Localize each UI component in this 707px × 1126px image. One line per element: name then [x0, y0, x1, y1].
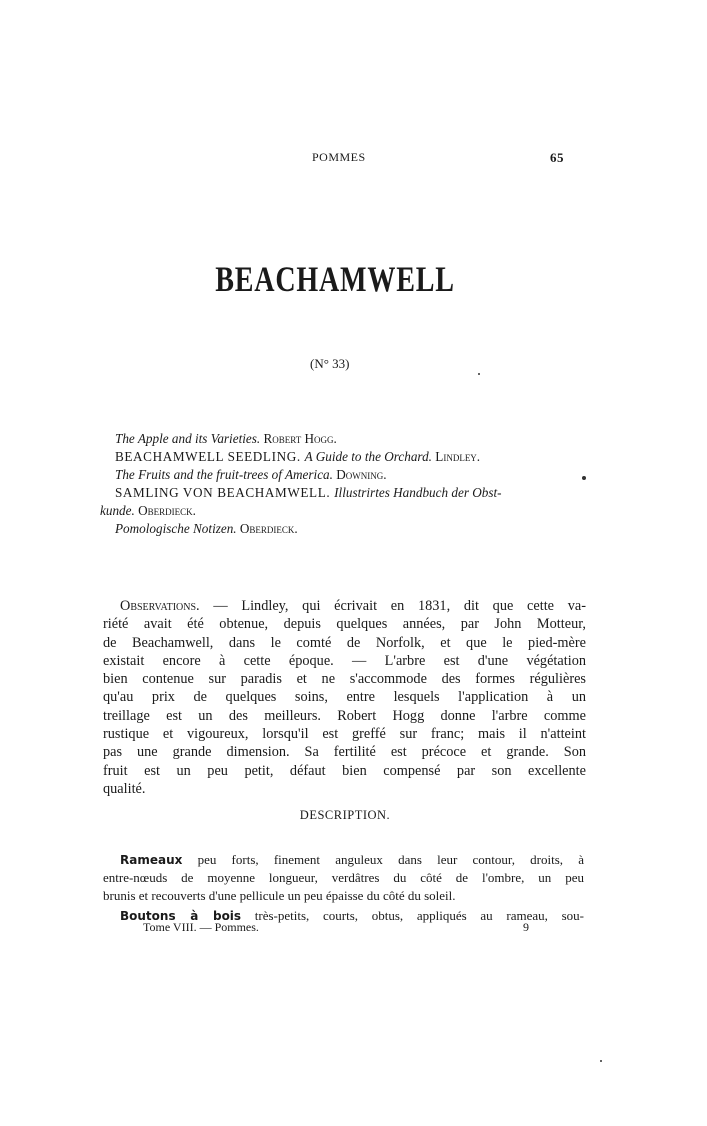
rameaux-line-0: Rameaux peu forts, finement anguleux dans leur contour, droits, à	[120, 852, 584, 867]
reference-line	[100, 520, 590, 538]
reference-part: Pomologische Notizen.	[115, 521, 237, 536]
reference-part: Robert Hogg.	[260, 431, 337, 446]
rameaux-line-1: entre-nœuds de moyenne longueur, verdâtres du côté de l'ombre, un peu	[103, 870, 584, 885]
reference-part: BEACHAMWELL SEEDLING.	[115, 449, 305, 464]
variety-number: (N° 33)	[310, 356, 350, 371]
reference-line	[100, 448, 590, 466]
reference-part: The Fruits and the fruit-trees of America.	[115, 467, 333, 482]
rameaux-line-2: brunis et recouverts d'une pellicule un peu épaisse du côté du soleil.	[103, 888, 456, 903]
boutons-line: Boutons à bois très-petits, courts, obtus, appliqués au rameau, sou-	[120, 908, 584, 923]
reference-part: The Apple and its Varieties.	[115, 431, 261, 446]
footer-volume: Tome VIII. — Pommes.	[143, 920, 259, 934]
observations-line: fruit est un peu petit, défaut bien compensé par son excellente	[103, 762, 586, 779]
page-title: BEACHAMWELL	[215, 259, 455, 299]
observations-line: de Beachamwell, dans le comté de Norfolk, et que le pied-mère	[103, 634, 586, 651]
reference-part: Illustrirtes Handbuch der Obst-	[334, 485, 502, 500]
observations-line: riété avait été obtenue, depuis quelques années, par John Motteur,	[103, 616, 586, 633]
reference-part: Downing.	[332, 467, 387, 482]
reference-line	[100, 430, 590, 448]
observations-line: existait encore à cette époque. — L'arbre est d'une végétation	[103, 652, 586, 669]
reference-line	[100, 502, 590, 520]
observations-line: treillage est un des meilleurs. Robert Hogg donne l'arbre comme	[103, 707, 586, 724]
observations-line: pas une grande dimension. Sa fertilité est précoce et grande. Son	[103, 744, 586, 761]
observations-line: qu'au prix de quelques soins, entre lesquels l'application à un	[103, 689, 586, 706]
footer-signature: 9	[523, 920, 529, 934]
reference-part: kunde.	[100, 503, 135, 518]
scan-speck	[600, 1060, 602, 1062]
reference-part: Lindley.	[431, 449, 481, 464]
description-body	[103, 851, 584, 925]
running-title: POMMES	[312, 150, 366, 164]
scan-speck	[582, 476, 586, 480]
observations-paragraph	[103, 597, 586, 798]
observations-line-0: Observations. — Lindley, qui écrivait en 1831, dit que cette va-	[120, 598, 586, 614]
reference-part: Oberdieck.	[236, 521, 298, 536]
reference-line	[100, 466, 590, 484]
observations-line: rustique et vigoureux, lorsqu'il est greffé sur franc; mais il n'atteint	[103, 726, 586, 743]
description-heading: DESCRIPTION.	[299, 808, 391, 822]
reference-part: Oberdieck.	[134, 503, 196, 518]
observations-label: Observations.	[120, 598, 200, 614]
boutons-label: Boutons à bois	[120, 909, 242, 923]
rameaux-label: Rameaux	[120, 853, 183, 867]
reference-part: A Guide to the Orchard.	[304, 449, 432, 464]
reference-part: SAMLING VON BEACHAMWELL.	[115, 485, 335, 500]
page-number: 65	[550, 150, 564, 165]
observations-line: bien contenue sur paradis et ne s'accommode des formes régulières	[103, 671, 586, 688]
scan-speck	[478, 373, 480, 375]
observations-line: qualité.	[103, 780, 146, 797]
references-list	[100, 430, 590, 538]
reference-line	[100, 484, 590, 502]
